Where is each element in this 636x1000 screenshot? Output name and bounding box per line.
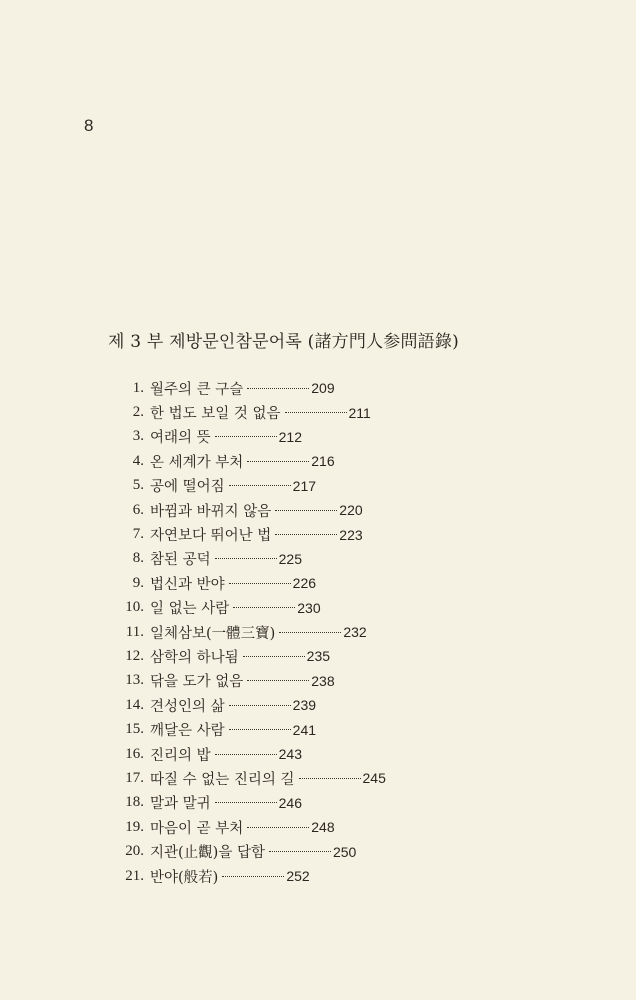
toc-entry-number: 3.: [132, 428, 144, 445]
dot-leader: [285, 404, 347, 413]
toc-entry: [108, 571, 386, 595]
toc-entry: [108, 839, 386, 863]
dot-leader: [247, 453, 309, 462]
toc-entry-page: 250: [332, 843, 357, 860]
toc-entry-number: 19.: [125, 818, 144, 835]
dot-leader: [215, 794, 277, 803]
toc-entry-title: 진리의 밥: [150, 747, 211, 764]
toc-entry-page: 248: [311, 819, 335, 836]
toc-entry: [108, 522, 386, 546]
dot-leader: [279, 624, 341, 633]
toc-entry-page: 235: [306, 648, 331, 665]
toc-entry: [108, 498, 386, 522]
toc-entry-title: 일 없는 사람: [150, 601, 230, 618]
toc-entry-page: 232: [343, 624, 367, 641]
table-of-contents: [108, 376, 386, 888]
toc-entry: [108, 669, 386, 693]
toc-entry-number: 5.: [132, 477, 144, 494]
toc-entry-title: 말과 말귀: [150, 796, 211, 813]
toc-entry-title: 참된 공덕: [150, 552, 211, 569]
toc-entry-page: 212: [278, 428, 302, 445]
toc-entry-page: 211: [348, 404, 371, 421]
toc-entry: [108, 717, 386, 741]
toc-entry-number: 9.: [132, 574, 144, 591]
toc-entry-number: 8.: [132, 550, 144, 567]
toc-entry-title: 온 세계가 부처: [150, 454, 244, 471]
toc-entry: [108, 547, 386, 571]
dot-leader: [229, 697, 291, 706]
toc-entry-title: 따질 수 없는 진리의 길: [150, 771, 295, 788]
toc-entry: [108, 766, 386, 790]
dot-leader: [229, 721, 291, 730]
dot-leader: [247, 819, 309, 828]
page-number: 8: [84, 116, 94, 135]
toc-entry: [108, 400, 386, 424]
toc-entry-page: 252: [286, 868, 310, 884]
toc-entry-page: 225: [278, 550, 302, 567]
toc-entry-number: 20.: [125, 843, 144, 860]
toc-entry-title: 마음이 곧 부처: [150, 820, 244, 837]
dot-leader: [215, 428, 277, 437]
toc-entry-title: 견성인의 삶: [150, 698, 225, 715]
dot-leader: [215, 550, 277, 559]
toc-entry-title: 일체삼보(一體三寶): [150, 625, 276, 642]
toc-entry-number: 10.: [125, 599, 144, 616]
toc-entry: [108, 449, 386, 473]
toc-entry-page: 209: [311, 380, 335, 397]
dot-leader: [275, 526, 337, 535]
toc-entry-number: 1.: [132, 379, 144, 396]
toc-entry-title: 깨달은 사람: [150, 723, 225, 740]
toc-entry-page: 246: [278, 794, 302, 811]
toc-entry-page: 223: [339, 526, 363, 543]
dot-leader: [247, 672, 309, 681]
toc-entry-number: 2.: [132, 404, 144, 421]
toc-entry-title: 공에 떨어짐: [150, 479, 225, 496]
toc-entry: [108, 596, 386, 620]
toc-entry-page: 220: [339, 502, 363, 519]
dot-leader: [233, 599, 295, 608]
toc-entry-number: 18.: [125, 794, 144, 811]
toc-entry-title: 여래의 뜻: [150, 430, 211, 447]
toc-entry: [108, 620, 386, 644]
toc-entry-number: 12.: [125, 647, 144, 664]
toc-entry-number: 15.: [125, 721, 144, 738]
dot-leader: [229, 477, 291, 486]
toc-entry-title: 자연보다 뛰어난 법: [150, 528, 272, 545]
toc-entry: [108, 815, 386, 839]
toc-entry-number: 7.: [132, 526, 144, 543]
dot-leader: [247, 380, 309, 389]
toc-entry: [108, 864, 386, 888]
toc-entry: [108, 742, 386, 766]
toc-entry-page: 239: [292, 697, 317, 714]
toc-entry-number: 21.: [125, 867, 144, 884]
dot-leader: [299, 770, 361, 779]
toc-entry-title: 월주의 큰 구슬: [150, 381, 244, 398]
toc-entry-number: 16.: [125, 745, 144, 762]
toc-entry: [108, 791, 386, 815]
toc-entry: [108, 425, 386, 449]
toc-entry-page: 217: [292, 477, 317, 494]
dot-leader: [269, 843, 331, 852]
dot-leader: [215, 746, 277, 755]
dot-leader: [243, 648, 305, 657]
toc-entry-number: 6.: [132, 501, 144, 518]
dot-leader: [222, 868, 284, 877]
toc-entry-number: 14.: [125, 696, 144, 713]
toc-entry-number: 13.: [125, 672, 144, 689]
dot-leader: [229, 575, 291, 584]
toc-entry-title: 반야(般若): [150, 869, 219, 886]
dot-leader: [275, 502, 337, 511]
toc-entry-page: 245: [362, 770, 386, 787]
toc-entry-title: 지관(止觀)을 답함: [150, 845, 265, 862]
toc-entry-title: 바뀜과 바뀌지 않음: [150, 503, 272, 520]
toc-entry-title: 닦을 도가 없음: [150, 674, 244, 691]
toc-entry-page: 241: [292, 721, 317, 738]
toc-entry-title: 법신과 반야: [150, 576, 225, 593]
toc-entry-page: 230: [297, 599, 321, 616]
toc-entry-page: 226: [292, 575, 317, 592]
toc-entry: [108, 376, 386, 400]
toc-entry-number: 4.: [132, 452, 144, 469]
toc-entry-page: 238: [311, 672, 335, 689]
part-title: 제 3 부 제방문인참문어록 (諸方門人参問語錄): [108, 332, 459, 352]
toc-entry: [108, 474, 386, 498]
toc-entry: [108, 693, 386, 717]
toc-entry-title: 한 법도 보일 것 없음: [150, 406, 281, 423]
toc-entry-number: 11.: [125, 623, 144, 640]
toc-entry-title: 삼학의 하나됨: [150, 649, 239, 666]
toc-entry-number: 17.: [125, 769, 144, 786]
toc-entry-page: 243: [278, 746, 302, 763]
toc-entry-page: 216: [311, 453, 335, 470]
toc-entry: [108, 644, 386, 668]
